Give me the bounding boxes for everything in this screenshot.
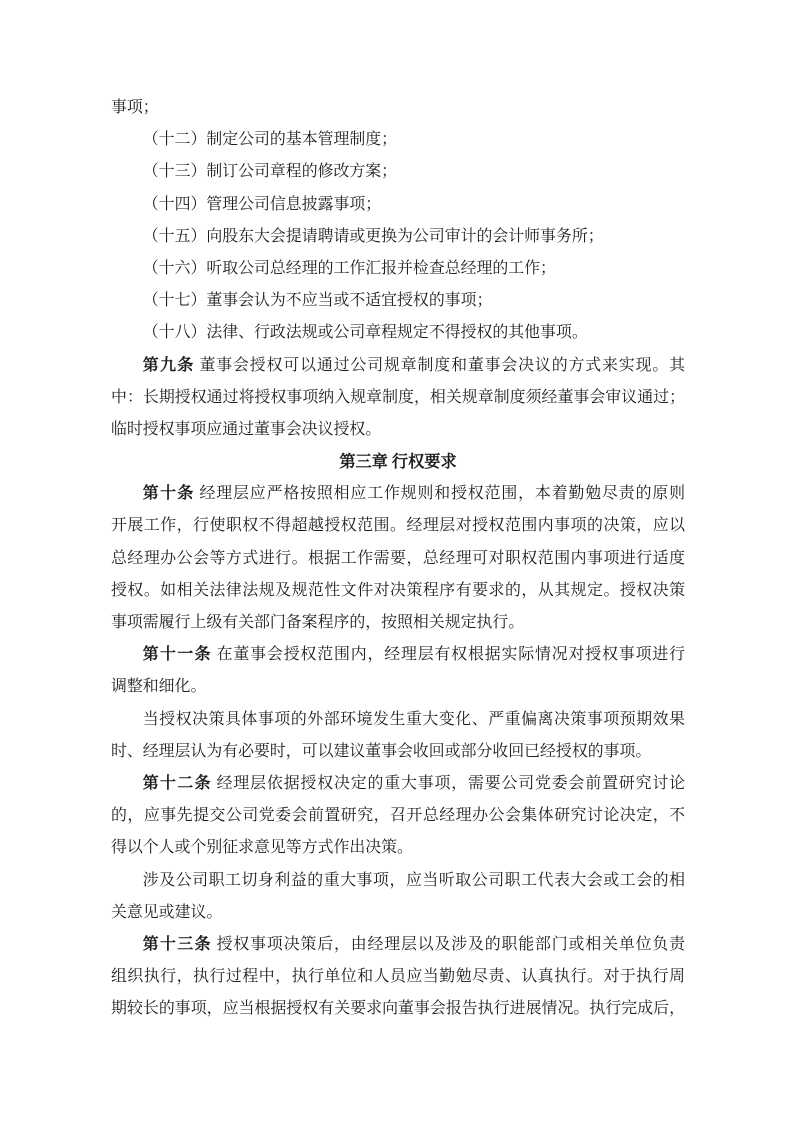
document-line: 得以个人或个别征求意见等方式作出决策。 [111,839,413,857]
paragraph [111,253,685,285]
article-number: 第十一条 [142,646,212,664]
document-line: （十三）制订公司章程的修改方案； [142,163,398,181]
document-line: 期较长的事项，应当根据授权有关要求向董事会报告执行进展情况。执行完成后， [111,1000,685,1018]
document-line: 总经理办公会等方式进行。根据工作需要，总经理可对职权范围内事项进行适度 [111,549,685,567]
document-line: （十六）听取公司总经理的工作汇报并检查总经理的工作； [142,259,556,277]
paragraph [111,768,685,865]
document-body [111,92,685,1025]
document-line: 中：长期授权通过将授权事项纳入规章制度，相关规章制度须经董事会审议通过； [111,388,685,406]
document-line: （十四）管理公司信息披露事项； [142,195,382,213]
document-line: 事项； [111,99,159,116]
article-number: 第十二条 [142,774,212,792]
paragraph [111,124,685,156]
document-line: 调整和细化。 [111,678,207,696]
article-number: 第九条 [142,356,195,374]
document-line: 第十条 经理层应严格按照相应工作规则和授权范围，本着勤勉尽责的原则 [142,485,685,503]
document-line: 的，应事先提交公司党委会前置研究，召开总经理办公会集体研究讨论决定，不 [111,807,685,825]
document-line: 临时授权事项应通过董事会决议授权。 [111,420,382,438]
document-line: 事项需履行上级有关部门备案程序的，按照相关规定执行。 [111,614,525,631]
document-line: 授权。如相关法律法规及规范性文件对决策程序有要求的，从其规定。授权决策 [111,581,685,599]
paragraph [111,639,685,703]
paragraph [111,156,685,188]
document-line: （十七）董事会认为不应当或不适宜授权的事项； [142,292,493,310]
document-line: 第十一条 在董事会授权范围内，经理层有权根据实际情况对授权事项进行 [142,646,685,664]
document-line: 关意见或建议。 [111,903,223,921]
paragraph [111,221,685,253]
document-line: （十二）制定公司的基本管理制度； [142,131,398,149]
chapter-heading: 第三章 行权要求 [339,453,457,472]
document-line: 第十二条 经理层依据授权决定的重大事项，需要公司党委会前置研究讨论 [142,774,685,792]
paragraph [111,189,685,221]
paragraph [111,317,685,349]
paragraph [111,929,685,1026]
document-line: （十八）法律、行政法规或公司章程规定不得授权的其他事项。 [142,324,588,342]
document-line: 第十三条 授权事项决策后，由经理层以及涉及的职能部门或相关单位负责 [142,935,685,953]
document-line: 组织执行，执行过程中，执行单位和人员应当勤勉尽责、认真执行。对于执行周 [111,968,685,986]
document-line: 开展工作，行使职权不得超越授权范围。经理层对授权范围内事项的决策，应以 [111,517,685,535]
article-number: 第十三条 [142,935,212,953]
document-line: 时、经理层认为有必要时，可以建议董事会收回或部分收回已经授权的事项。 [111,742,652,760]
paragraph [111,285,685,317]
paragraph [111,92,685,124]
document-line: 第九条 董事会授权可以通过公司规章制度和董事会决议的方式来实现。其 [142,356,685,374]
article-number: 第十条 [142,485,195,503]
paragraph [111,865,685,929]
paragraph [111,478,685,639]
document-line: 当授权决策具体事项的外部环境发生重大变化、严重偏离决策事项预期效果 [142,710,685,728]
paragraph [111,704,685,768]
paragraph [111,350,685,447]
document-line: 涉及公司职工切身利益的重大事项，应当听取公司职工代表大会或工会的相 [142,871,685,889]
document-line: （十五）向股东大会提请聘请或更换为公司审计的会计师事务所； [142,227,604,245]
